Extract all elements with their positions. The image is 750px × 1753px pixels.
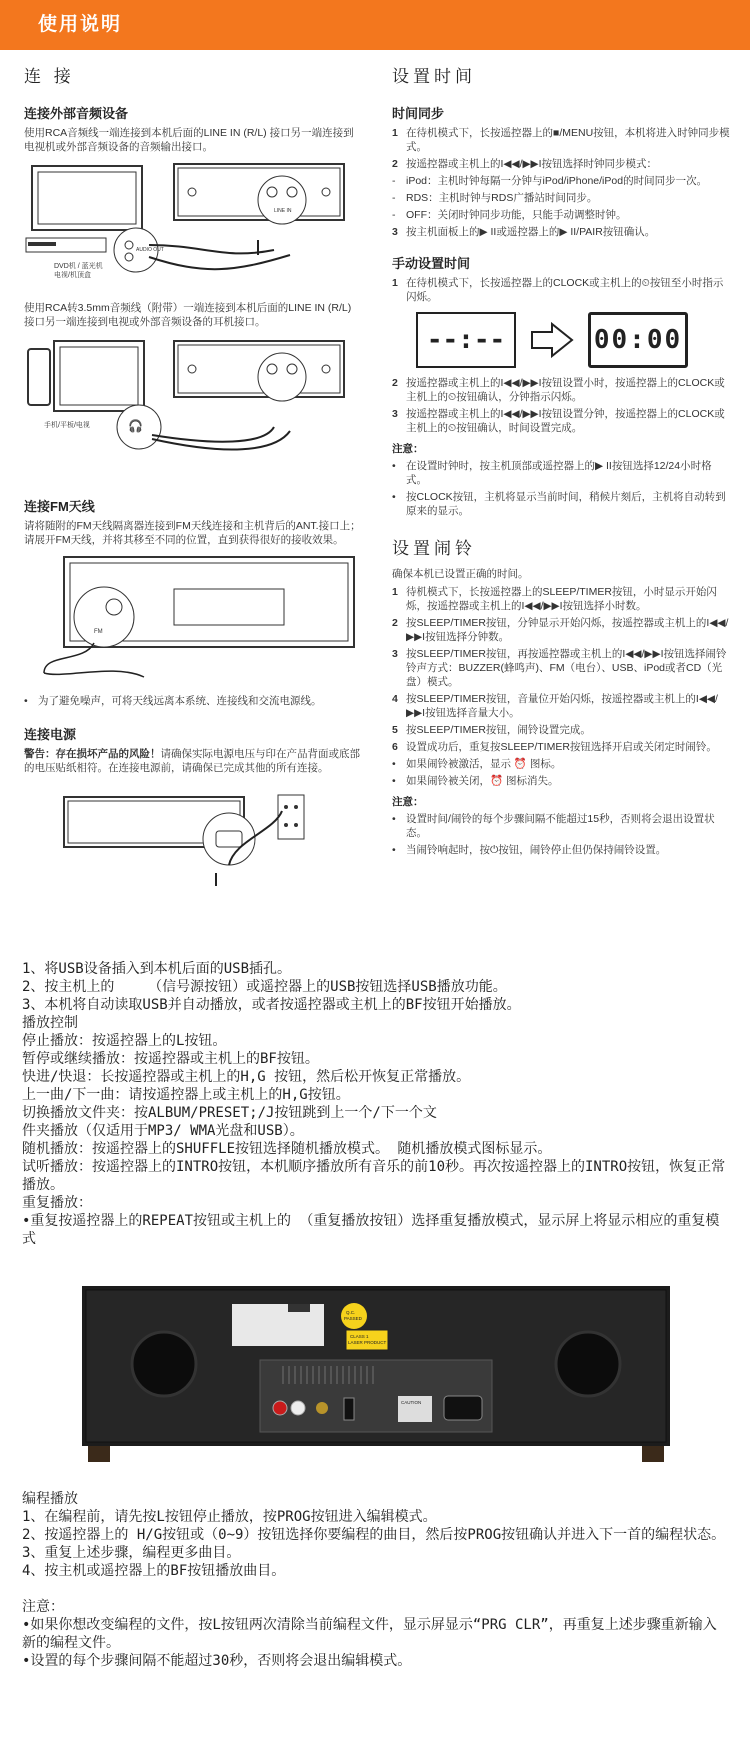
header-bar [0,0,750,50]
prog-line-6 [22,1580,728,1598]
rca-connection-diagram [24,160,364,290]
prog-line-3: 2、按遥控器上的 H/G按钮或（0~9）按钮选择你要编程的曲目，然后按PROG按钮确认并进入下一首的编程状态。 [22,1527,726,1543]
usb-section [22,960,728,1248]
usb-line-8: 上一曲/下一曲：请按遥控器上或主机上的H,G按钮。 [22,1087,350,1103]
usb-line-6: 暂停或继续播放：按遥控器或主机上的BF按钮。 [22,1051,319,1067]
power-diagram [24,781,364,891]
line-in-label: LINE IN [274,208,292,214]
alarm-note-title: 注意： [392,796,424,808]
usb-line-5: 停止播放：按遥控器上的L按钮。 [22,1033,227,1049]
usb-line-9: 切换播放文件夹：按ALBUM/PRESET;/J按钮跳到上一个/下一个文 [22,1105,437,1121]
power-heading: 连接电源 [24,727,77,742]
prog-line-4: 3、重复上述步骤，编程更多曲目。 [22,1545,241,1561]
ext-audio-heading: 连接外部音频设备 [24,106,129,121]
prog-line-9: •设置的每个步骤间隔不能超过30秒，否则将会退出编辑模式。 [22,1653,412,1669]
fm-heading: 连接FM天线 [24,499,95,514]
prog-line-2: 1、在编程前，请先按L按钮停止播放，按PROG按钮进入编辑模式。 [22,1509,437,1525]
usb-line-3: 3、本机将自动读取USB并自动播放，或者按遥控器或主机上的BF按钮开始播放。 [22,997,521,1013]
alarm-step-3: 3 按SLEEP/TIMER按钮，再按遥控器或主机上的I◀◀/▶▶I按钮选择闹铃铃声方式：BUZZER(蜂鸣声)、FM（电台）、USB、iPod或者CD（光盘）模式。 [392,648,727,688]
audio-out-label: AUDIO OUT [136,247,164,253]
manual-step-3: 3 按遥控器或主机上的I◀◀/▶▶I按钮设置分钟，按遥控器上的CLOCK或主机上的⏲按钮确认，时间设置完成。 [392,408,725,434]
connect-title: 连 接 [24,67,75,86]
alarm-note-1: • 设置时间/闹铃的每个步骤间隔不能超过15秒，否则将会退出设置状态。 [392,813,715,839]
ext-audio-text-2: 使用RCA转3.5mm音频线（附带）一端连接到本机后面的LINE IN (R/L) 接口另一端连接到电视或外部音频设备的耳机接口。 [24,302,352,328]
manual-heading: 手动设置时间 [392,256,471,271]
prog-line-1: 编程播放 [22,1491,78,1507]
usb-line-1: 1、将USB设备插入到本机后面的USB插孔。 [22,961,292,977]
usb-line-11: 随机播放：按遥控器上的SHUFFLE按钮选择随机播放模式。 随机播放模式图标显示。 [22,1141,552,1157]
caution-label: CAUTION [401,1400,422,1405]
page-title: 使用说明 [38,14,123,35]
alarm-bullet-2: • 如果闹铃被关闭，⏰ 图标消失。 [392,775,559,787]
laser-label: CLASS 1 LASER PRODUCT [348,1334,387,1345]
alarm-note-2: • 当闹铃响起时，按⏻按钮，闹铃停止但仍保持闹铃设置。 [392,844,667,856]
sync-bullet-1: - iPod：主机时钟每隔一分钟与iPod/iPhone/iPod的时间同步一次。 [392,175,708,187]
usb-line-4: 播放控制 [22,1015,78,1031]
usb-line-2: 2、按主机上的 （信号源按钮）或遥控器上的USB按钮选择USB播放功能。 [22,979,507,995]
lcd-blank: --:-- [416,312,516,368]
usb-line-7: 快进/快退：长按遥控器或主机上的H,G 按钮，然后松开恢复正常播放。 [22,1069,471,1085]
power-text: 警告：存在损坏产品的风险！请确保实际电源电压与印在产品背面或底部的电压贴纸相符。在连接电源前，请确保已完成其他的所有连接。 [24,748,360,774]
lcd-zero: 00:00 [588,312,688,368]
alarm-bullet-1: • 如果闹铃被激活，显示 ⏰ 图标。 [392,758,562,770]
fm-note: • 为了避免噪声，可将天线远离本系统、连接线和交流电源线。 [24,695,322,707]
alarm-intro: 确保本机已设置正确的时间。 [392,568,529,580]
prog-line-7: 注意： [22,1599,64,1615]
usb-line-14: •重复按遥控器上的REPEAT按钮或主机上的 （重复播放按钮）选择重复播放模式，显示屏上将显示相应的重复模式 [22,1213,720,1247]
usb-line-12: 试听播放：按遥控器上的INTRO按钮，本机顺序播放所有音乐的前10秒。再次按遥控器上的INTRO按钮，恢复正常播放。 [22,1159,726,1193]
usb-line-10: 件夹播放（仅适用于MP3/ WMA光盘和USB）。 [22,1123,304,1139]
sync-bullet-2: - RDS：主机时钟与RDS广播站时间同步。 [392,192,598,204]
arrow-right-icon [528,320,576,360]
dvd-label: DVD机 / 蓝光机电视/机顶盒 [54,263,103,279]
alarm-step-5: 5 按SLEEP/TIMER按钮，闹铃设置完成。 [392,724,591,736]
phone-label: 手机/平板/电视 [44,422,90,429]
alarm-step-6: 6 设置成功后，重复按SLEEP/TIMER按钮选择开启或关闭定时闹铃。 [392,741,717,753]
svg-text:🎧: 🎧 [128,419,143,433]
fm-text: 请将随附的FM天线隔离器连接到FM天线连接和主机背后的ANT.接口上；请展开FM天线，并将其移至不同的位置，直到获得很好的接收效果。 [24,520,361,546]
manual-step-2: 2 按遥控器或主机上的I◀◀/▶▶I按钮设置小时，按遥控器上的CLOCK或主机上的⏲按钮确认，分钟指示闪烁。 [392,377,725,403]
prog-line-5: 4、按主机或遥控器上的BF按钮播放曲目。 [22,1563,286,1579]
alarm-step-4: 4 按SLEEP/TIMER按钮，音量位开始闪烁，按遥控器或主机上的I◀◀/▶▶I按钮选择音量大小。 [392,693,718,719]
manual-step-1: 1 在待机模式下，长按遥控器上的CLOCK或主机上的⏲按钮至小时指示闪烁。 [392,277,724,303]
ext-audio-text-1: 使用RCA音频线一端连接到本机后面的LINE IN (R/L) 接口另一端连接到电视机或外部音频设备的音频输出接口。 [24,127,354,153]
alarm-step-2: 2 按SLEEP/TIMER按钮，分钟显示开始闪烁，按遥控器或主机上的I◀◀/▶▶I按钮选择分钟数。 [392,617,729,643]
alarm-title: 设置闹铃 [392,539,476,558]
manual-note-2: • 按CLOCK按钮，主机将显示当前时间，稍候片刻后，主机将自动转到原来的显示。 [392,491,726,517]
manual-note-1: • 在设置时钟时，按主机顶部或遥控器上的▶ II按钮选择12/24小时格式。 [392,460,712,486]
sync-bullet-3: - OFF：关闭时钟同步功能，只能手动调整时钟。 [392,209,627,221]
clock-display-row [416,312,732,368]
prog-line-8: •如果你想改变编程的文件，按L按钮两次清除当前编程文件，显示屏显示“PRG CLR”，再重复上述步骤重新输入新的编程文件。 [22,1617,717,1651]
program-section [22,1490,728,1670]
sync-step-3: 3 按主机面板上的▶ II或遥控器上的▶ II/PAIR按钮确认。 [392,226,656,238]
right-column [392,62,732,860]
left-column [24,62,364,902]
sync-heading: 时间同步 [392,106,445,121]
qc-label: Q.C. PASSED [344,1310,362,1321]
alarm-step-1: 1 待机模式下，长按遥控器上的SLEEP/TIMER按钮，小时显示开始闪烁，按遥控器或主机上的I◀◀/▶▶I按钮选择小时数。 [392,586,717,612]
fm-antenna-diagram [24,553,364,683]
fm-label: FM [94,629,103,635]
sync-step-2: 2 按遥控器或主机上的I◀◀/▶▶I按钮选择时钟同步模式： [392,158,658,170]
sync-step-1: 1 在待机模式下，长按遥控器上的■/MENU按钮，本机将进入时钟同步模式。 [392,127,730,153]
manual-note-title: 注意： [392,443,424,455]
time-title: 设置时间 [392,67,476,86]
usb-line-13: 重复播放： [22,1195,92,1211]
rear-panel-image [82,1286,670,1466]
aux-connection-diagram [24,335,364,475]
